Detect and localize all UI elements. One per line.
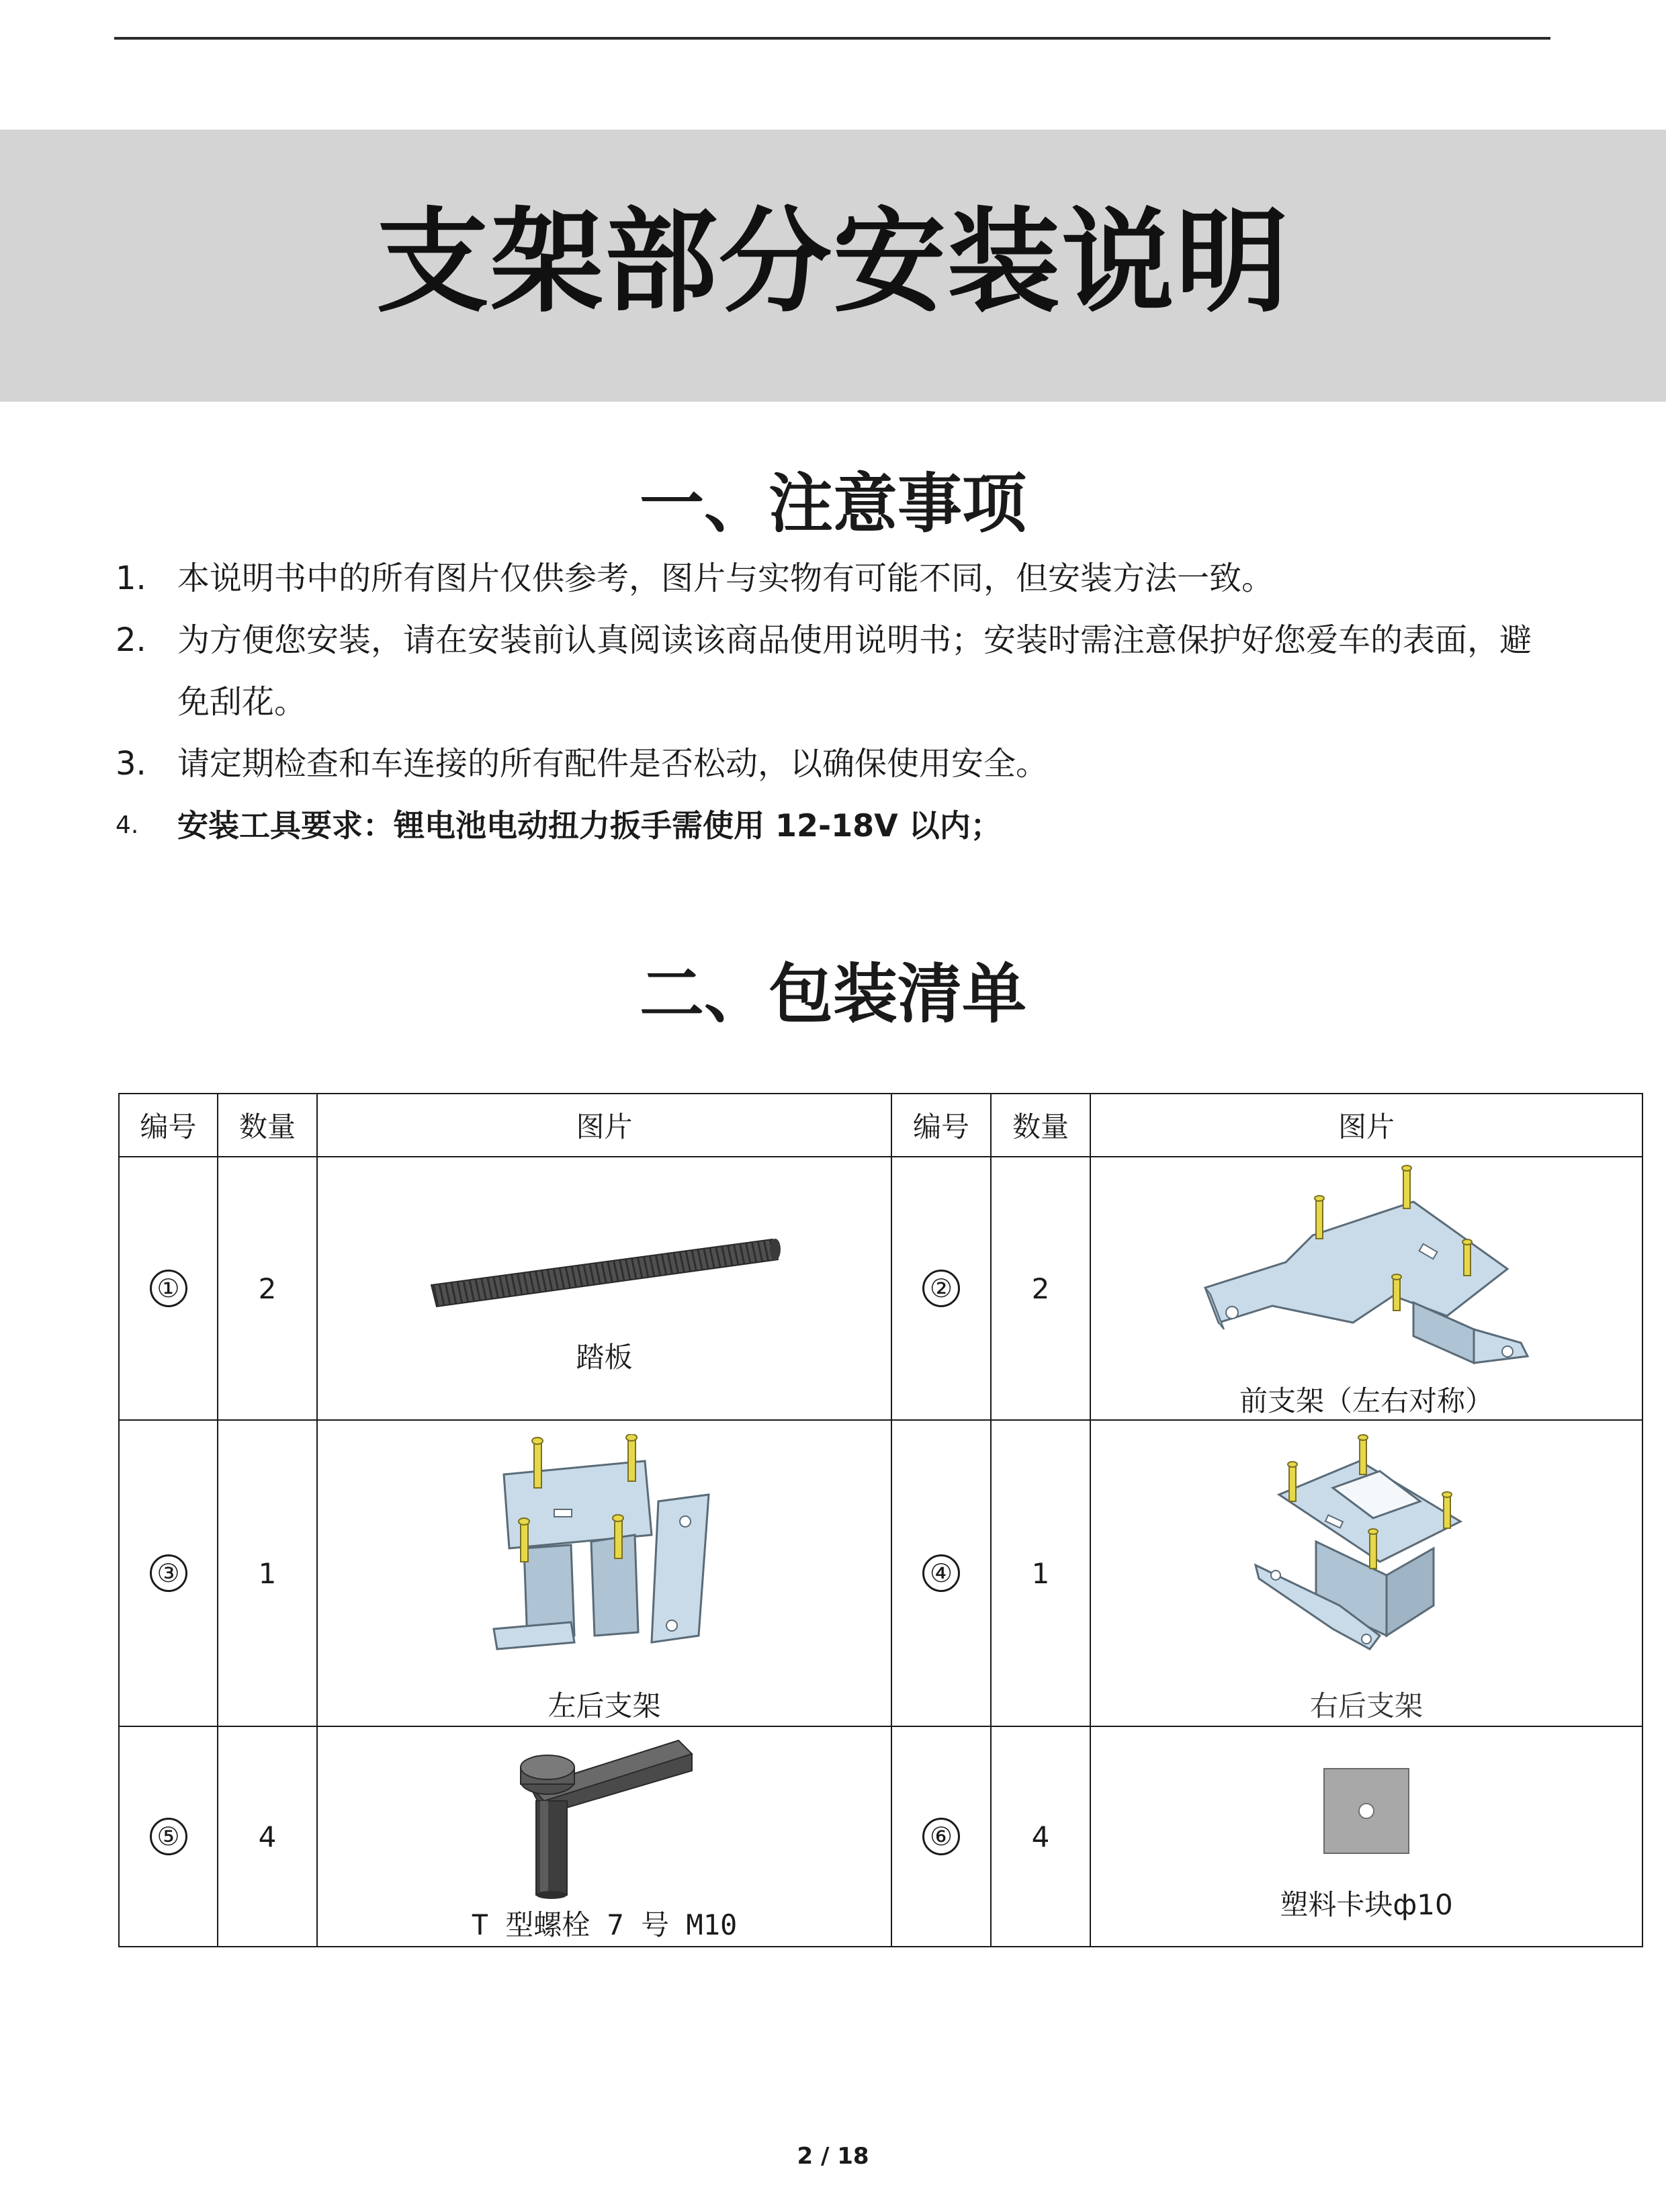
item-id: ③ <box>150 1554 187 1592</box>
item-id-cell <box>119 1726 218 1947</box>
column-header: 数量 <box>218 1094 317 1157</box>
footboard-rod-image <box>423 1212 786 1320</box>
item-name: T 型螺栓 7 号 M10 <box>471 1908 738 1941</box>
right-rear-bracket-image <box>1252 1434 1481 1676</box>
item-qty: 2 <box>991 1157 1090 1420</box>
item-id: ⑥ <box>922 1818 960 1855</box>
notes-list <box>116 547 1560 856</box>
notes-heading: 一、注意事项 <box>640 466 1026 541</box>
item-qty: 1 <box>218 1420 317 1726</box>
item-id: ⑤ <box>150 1818 187 1855</box>
table-row <box>119 1420 1642 1726</box>
item-id-cell <box>119 1420 218 1726</box>
item-picture-cell <box>1090 1157 1642 1420</box>
header-rule <box>114 37 1550 40</box>
table-row <box>119 1726 1642 1947</box>
note-number: 4. <box>116 811 139 839</box>
note-item <box>116 795 1560 856</box>
item-picture-cell <box>317 1157 891 1420</box>
note-text: 请定期检查和车连接的所有配件是否松动，以确保使用安全。 <box>177 745 1049 783</box>
column-header: 图片 <box>317 1094 891 1157</box>
item-id: ① <box>150 1270 187 1307</box>
column-header: 编号 <box>891 1094 991 1157</box>
t-bolt-image <box>497 1734 712 1902</box>
note-text: 本说明书中的所有图片仅供参考，图片与实物有可能不同，但安装方法一致。 <box>177 560 1274 597</box>
note-number: 2. <box>116 621 146 659</box>
note-number: 3. <box>116 745 146 783</box>
page-title: 支架部分安装说明 <box>376 196 1290 328</box>
note-item <box>116 733 1560 795</box>
table-header-row <box>119 1094 1642 1157</box>
note-item <box>116 609 1560 733</box>
item-name: 塑料卡块ф10 <box>1280 1888 1453 1921</box>
packing-heading: 二、包装清单 <box>640 957 1026 1032</box>
plastic-block-image <box>1323 1767 1410 1855</box>
item-name: 右后支架 <box>1309 1689 1423 1722</box>
column-header: 编号 <box>119 1094 218 1157</box>
note-text: 安装工具要求：锂电池电动扭力扳手需使用 12-18V 以内； <box>177 807 1002 844</box>
note-item <box>116 547 1560 609</box>
table-row <box>119 1157 1642 1420</box>
item-qty: 1 <box>991 1420 1090 1726</box>
left-rear-bracket-image <box>490 1434 719 1676</box>
packing-table <box>118 1093 1643 1947</box>
item-id: ② <box>922 1270 960 1307</box>
note-number: 1. <box>116 560 146 597</box>
item-qty: 4 <box>991 1726 1090 1947</box>
item-id-cell <box>891 1420 991 1726</box>
front-bracket-image <box>1192 1161 1541 1376</box>
page-number: 2 / 18 <box>797 2143 869 2170</box>
item-picture-cell <box>1090 1420 1642 1726</box>
item-id-cell <box>891 1157 991 1420</box>
item-qty: 2 <box>218 1157 317 1420</box>
item-name: 踏板 <box>576 1341 633 1374</box>
item-picture-cell <box>1090 1726 1642 1947</box>
item-qty: 4 <box>218 1726 317 1947</box>
item-id-cell <box>119 1157 218 1420</box>
item-name: 左后支架 <box>547 1689 661 1722</box>
note-text: 为方便您安装，请在安装前认真阅读该商品使用说明书；安装时需注意保护好您爱车的表面，避免刮花。 <box>177 621 1532 721</box>
item-id-cell <box>891 1726 991 1947</box>
item-picture-cell <box>317 1420 891 1726</box>
column-header: 数量 <box>991 1094 1090 1157</box>
column-header: 图片 <box>1090 1094 1642 1157</box>
item-id: ④ <box>922 1554 960 1592</box>
item-name: 前支架（左右对称） <box>1239 1384 1493 1417</box>
item-picture-cell <box>317 1726 891 1947</box>
